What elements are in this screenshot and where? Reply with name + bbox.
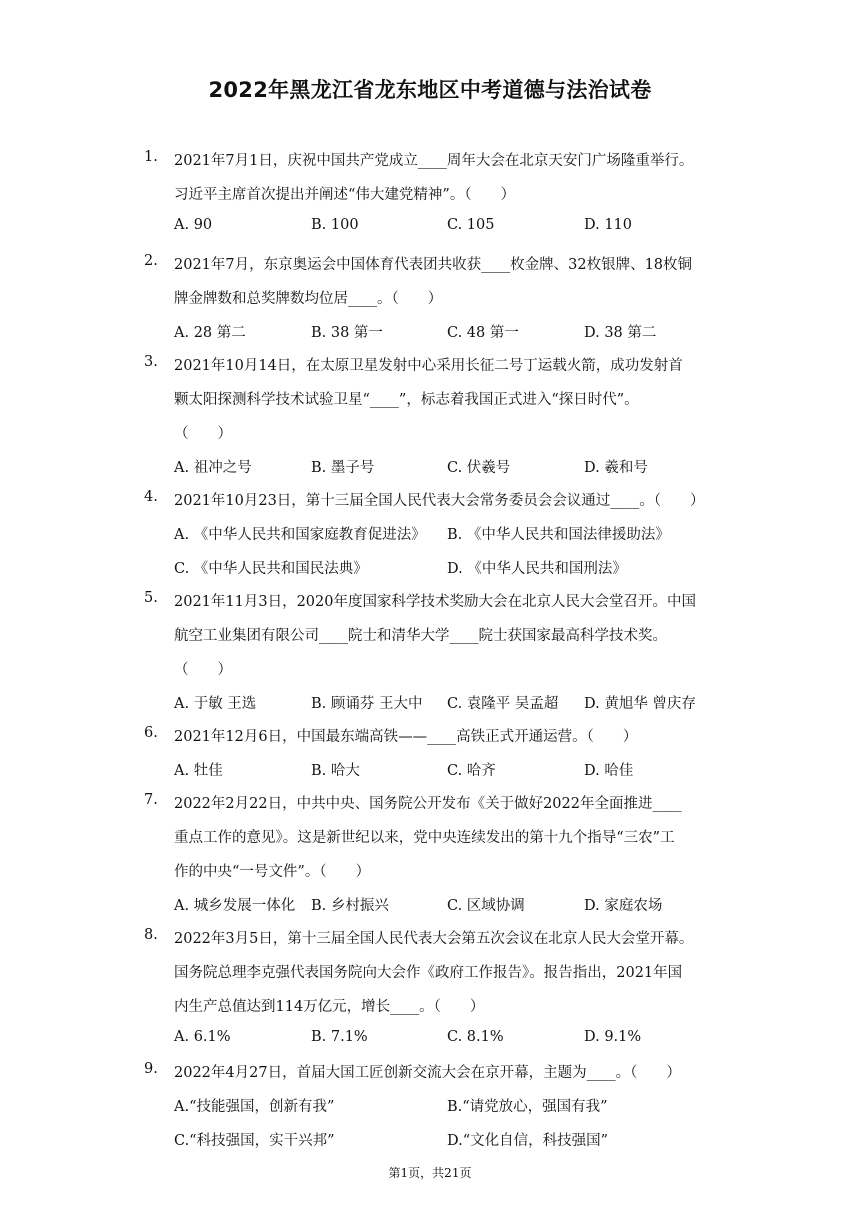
answer-option[interactable]: B. 墨子号 [311, 460, 375, 476]
question-number: 8. [144, 927, 158, 943]
question-number: 9. [144, 1061, 158, 1077]
question-number: 7. [144, 792, 158, 808]
answer-option[interactable]: D. 哈佳 [584, 763, 634, 779]
answer-option[interactable]: C. 105 [447, 217, 495, 233]
question-number: 2. [144, 253, 158, 269]
answer-option[interactable]: D. 110 [584, 217, 633, 233]
question-text: 2021年7月，东京奥运会中国体育代表团共收获____枚金牌、32枚银牌、18枚铜 [174, 257, 693, 273]
answer-option[interactable]: A. 于敏 王选 [174, 696, 257, 712]
answer-option[interactable]: C. 《中华人民共和国民法典》 [174, 561, 368, 577]
question-number: 5. [144, 590, 158, 606]
answer-option[interactable]: A. 28 第二 [174, 325, 246, 341]
answer-option[interactable]: B. 哈大 [311, 763, 360, 779]
answer-option[interactable]: B. 《中华人民共和国法律援助法》 [447, 527, 670, 543]
answer-option[interactable]: C. 袁隆平 吴孟超 [447, 696, 559, 712]
question-text: 2022年2月22日，中共中央、国务院公开发布《关于做好2022年全面推进____ [174, 796, 682, 812]
answer-option[interactable]: D. 黄旭华 曾庆存 [584, 696, 696, 712]
answer-option[interactable]: A. 城乡发展一体化 [174, 898, 296, 914]
question-number: 6. [144, 725, 158, 741]
answer-option[interactable]: D. 家庭农场 [584, 898, 663, 914]
question-text: （ ） [174, 426, 232, 442]
answer-option[interactable]: A. 《中华人民共和国家庭教育促进法》 [174, 527, 426, 543]
answer-option[interactable]: C. 伏羲号 [447, 460, 511, 476]
answer-option[interactable]: D. 羲和号 [584, 460, 648, 476]
answer-option[interactable]: C. 哈齐 [447, 763, 496, 779]
question-text: 2022年3月5日，第十三届全国人民代表大会第五次会议在北京人民大会堂开幕。 [174, 931, 694, 947]
question-text: 2021年10月23日，第十三届全国人民代表大会常务委员会会议通过____。（ ） [174, 493, 705, 509]
question-text: 重点工作的意见》。这是新世纪以来，党中央连续发出的第十九个指导“三农”工 [174, 830, 675, 846]
question-text: 国务院总理李克强代表国务院向大会作《政府工作报告》。报告指出，2021年国 [174, 965, 683, 981]
question-text: 2021年10月14日，在太原卫星发射中心采用长征二号丁运载火箭，成功发射首 [174, 358, 683, 374]
question-number: 3. [144, 354, 158, 370]
page-title: 2022年黑龙江省龙东地区中考道德与法治试卷 [208, 78, 652, 102]
answer-option[interactable]: B. 顾诵芬 王大中 [311, 696, 423, 712]
question-text: 2021年11月3日，2020年度国家科学技术奖励大会在北京人民大会堂召开。中国 [174, 594, 696, 610]
answer-option[interactable]: D. 《中华人民共和国刑法》 [447, 561, 627, 577]
question-text: 2021年12月6日，中国最东端高铁——____高铁正式开通运营。（ ） [174, 729, 638, 745]
answer-option[interactable]: B. 38 第一 [311, 325, 383, 341]
question-text: 2022年4月27日，首届大国工匠创新交流大会在京开幕，主题为____。（ ） [174, 1065, 681, 1081]
question-text: 作的中央“一号文件”。（ ） [174, 864, 371, 880]
question-text: 航空工业集团有限公司____院士和清华大学____院士获国家最高科学技术奖。 [174, 628, 667, 644]
answer-option[interactable]: C. 8.1% [447, 1029, 504, 1045]
answer-option[interactable]: D.“文化自信，科技强国” [447, 1133, 609, 1149]
question-text: （ ） [174, 662, 232, 678]
answer-option[interactable]: A.“技能强国，创新有我” [174, 1099, 335, 1115]
question-text: 习近平主席首次提出并阐述“伟大建党精神”。（ ） [174, 187, 516, 203]
answer-option[interactable]: D. 38 第二 [584, 325, 657, 341]
answer-option[interactable]: A. 6.1% [174, 1029, 231, 1045]
question-number: 4. [144, 489, 158, 505]
answer-option[interactable]: C. 区域协调 [447, 898, 525, 914]
answer-option[interactable]: B.“请党放心，强国有我” [447, 1099, 608, 1115]
answer-option[interactable]: C.“科技强国，实干兴邦” [174, 1133, 335, 1149]
answer-option[interactable]: B. 乡村振兴 [311, 898, 389, 914]
answer-option[interactable]: B. 7.1% [311, 1029, 368, 1045]
answer-option[interactable]: C. 48 第一 [447, 325, 519, 341]
question-number: 1. [144, 149, 158, 165]
question-text: 牌金牌数和总奖牌数均位居____。（ ） [174, 291, 443, 307]
answer-option[interactable]: A. 牡佳 [174, 763, 223, 779]
question-text: 内生产总值达到114万亿元，增长____。（ ） [174, 999, 485, 1015]
question-text: 2021年7月1日，庆祝中国共产党成立____周年大会在北京天安门广场隆重举行。 [174, 153, 694, 169]
answer-option[interactable]: B. 100 [311, 217, 359, 233]
answer-option[interactable]: A. 90 [174, 217, 213, 233]
answer-option[interactable]: A. 祖冲之号 [174, 460, 252, 476]
answer-option[interactable]: D. 9.1% [584, 1029, 642, 1045]
page-footer: 第1页，共21页 [388, 1166, 472, 1180]
question-text: 颗太阳探测科学技术试验卫星“____”，标志着我国正式进入“探日时代”。 [174, 392, 639, 408]
